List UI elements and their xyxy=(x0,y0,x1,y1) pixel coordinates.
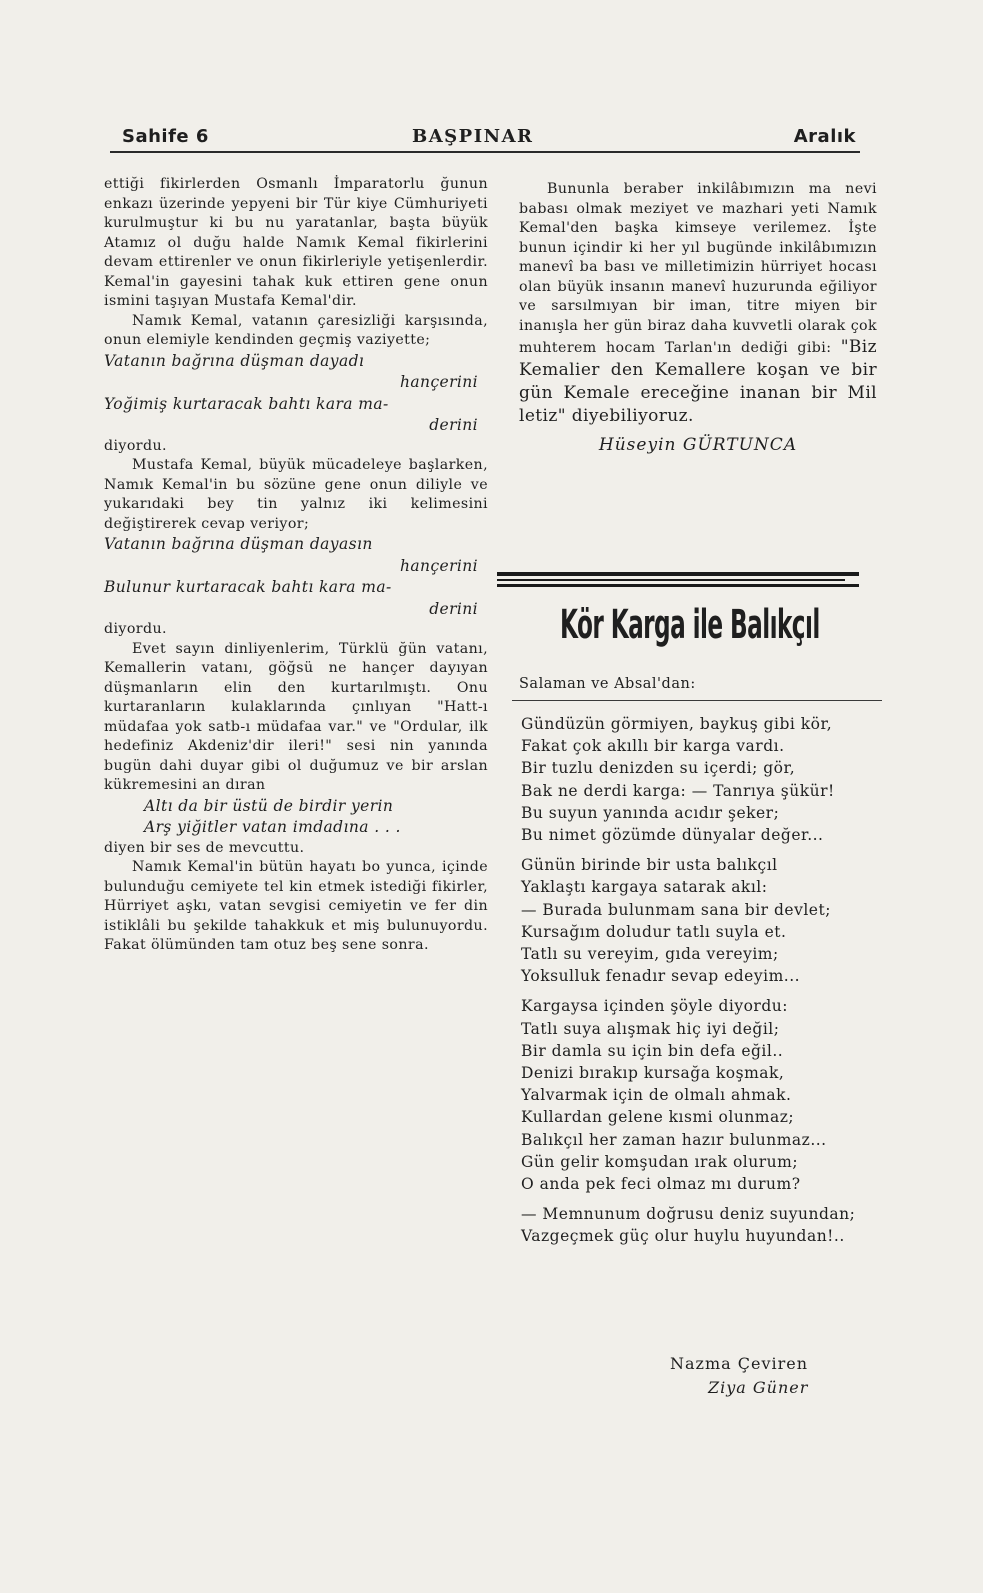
poem-line: Balıkçıl her zaman hazır bulunmaz... xyxy=(521,1130,827,1149)
poem-body xyxy=(521,713,891,1256)
quote-large: "Biz Kemalier den Kemallere koşan ve bir gün Kemale ereceğine inanan bir Mil letiz" diyebiliyoruz. xyxy=(519,337,877,426)
left-paragraph-4: Evet sayın dinliyenlerim, Türklü ğün vatanı, Kemallerin vatanı, göğsü ne hançer dayıyan düşmanların elin den kurtarılmıştı. Onu kurtaranların kulaklarında çınlıyan "Hatt-ı müdafaa yok satb-ı müdafaa var." ve "Ordular, ilk hedefiniz Akdeniz'dir ileri!" sesi nin yanında bugün dahi duyar gibi ol duğumuz ve bir arslan kükremesini an dıran xyxy=(104,640,488,793)
poem-line: Bir tuzlu denizden su içerdi; gör, xyxy=(521,759,796,778)
poem-line: Gün gelir komşudan ırak olurum; xyxy=(521,1152,799,1171)
poem-line: Yoksulluk fenadır sevap edeyim... xyxy=(521,967,801,986)
translator-label: Nazma Çeviren xyxy=(670,1354,809,1373)
stanza xyxy=(521,854,891,987)
right-column-article xyxy=(519,180,877,456)
poem-line: Bak ne derdi karga: — Tanrıya şükür! xyxy=(521,781,835,800)
right-paragraph-1 xyxy=(519,180,877,428)
poem-line: Kullardan gelene kısmi olunmaz; xyxy=(521,1108,795,1127)
poem-title: Kör Karga ile Balıkçıl xyxy=(560,602,820,648)
left-said-1: diyordu. xyxy=(104,437,167,454)
verse-line: Vatanın bağrına düşman dayadı xyxy=(104,351,365,370)
left-column xyxy=(104,175,488,956)
poem-line: Bu nimet gözümde dünyalar değer... xyxy=(521,826,824,845)
poem-line: O anda pek feci olmaz mı durum? xyxy=(521,1175,801,1194)
poem-line: — Memnunum doğrusu deniz suyundan; xyxy=(521,1205,856,1224)
poem-line: Gündüzün görmiyen, baykuş gibi kör, xyxy=(521,715,833,733)
poem-line: Tatlı su vereyim, gıda vereyim; xyxy=(521,945,779,964)
page-number: Sahife 6 xyxy=(122,126,209,147)
issue-month: Aralık xyxy=(793,126,856,147)
poem-line: Vazgeçmek güç olur huylu huyundan!.. xyxy=(521,1227,845,1246)
left-paragraph-2: Namık Kemal, vatanın çaresizliği karşısında, onun elemiyle kendinden geçmiş vaziyette; xyxy=(104,312,488,348)
left-said-2: diyordu. xyxy=(104,621,167,637)
verse-march xyxy=(104,796,488,839)
verse-line: Altı da bir üstü de birdir yerin xyxy=(144,796,394,815)
translator-name: Ziya Güner xyxy=(708,1378,809,1397)
poem-line: Bir damla su için bin defa eğil.. xyxy=(521,1041,784,1060)
verse-line: derini xyxy=(429,416,478,434)
poem-line: Yalvarmak için de olmalı ahmak. xyxy=(521,1086,792,1105)
poem-line: — Burada bulunmam sana bir devlet; xyxy=(521,900,831,919)
stanza xyxy=(521,995,891,1195)
poem-line: Kursağım doludur tatlı suyla et. xyxy=(521,922,787,941)
left-paragraph-6: Namık Kemal'in bütün hayatı bo yunca, içinde bulunduğu cemiyete tel kin etmek istediği fikirler, Hürriyet aşkı, vatan sevgisi cemiyetin ve fer din istiklâli bu şekilde tahakkuk et miş bulunuyordu. Fakat ölümünden tam otuz beş sene sonra. xyxy=(104,859,488,953)
verse-mustafa-kemal xyxy=(104,534,488,620)
poem-source-rule xyxy=(512,700,882,701)
verse-line: Bulunur kurtaracak bahtı kara ma- xyxy=(104,578,392,596)
page-header xyxy=(122,126,856,152)
verse-line: hançerini xyxy=(400,373,478,391)
poem-line: Fakat çok akıllı bir karga vardı. xyxy=(521,737,785,756)
stanza xyxy=(521,713,891,846)
poem-line: Bu suyun yanında acıdır şeker; xyxy=(521,803,780,822)
poem-line: Kargaysa içinden şöyle diyordu: xyxy=(521,997,788,1016)
poem-line: Denizi bırakıp kursağa koşmak, xyxy=(521,1064,785,1083)
poem-source: Salaman ve Absal'dan: xyxy=(519,676,696,692)
verse-line: Yoğimiş kurtaracak bahtı kara ma- xyxy=(104,394,389,413)
poem-credit xyxy=(520,1352,880,1400)
poem-line: Tatlı suya alışmak hiç iyi değil; xyxy=(521,1019,780,1038)
left-paragraph-5: diyen bir ses de mevcuttu. xyxy=(104,839,305,856)
verse-line: hançerini xyxy=(400,556,478,575)
right-paragraph-text: Bununla beraber inkilâbımızın ma nevi babası olmak meziyet ve mazhari yeti Namık Kemal'den başka kimseye verilemez. İşte bunun içindir ki her yıl bugünde inkilâbımızın manevî ba bası ve milletimizin hürriyet hocası olan büyük insanın manevî huzurunda eğiliyor ve sarsılmıyan bir iman, titre miyen bir inanışla her gün biraz daha kuvvetli olarak çok muhterem hocam Tarlan'ın dediği gibi: xyxy=(519,181,877,356)
left-paragraph-1: ettiği fikirlerden Osmanlı İmparatorlu ğunun enkazı üzerinde yepyeni bir Tür kiye Cümhuriyeti kurulmuştur ki bu nu yaratanlar, başta büyük Atamız ol duğu halde Namık Kemal fikirlerini devam ettirenler ve onun fikirleriyle yetişenlerdir. Kemal'in gayesini tahak kuk ettiren gene onun ismini taşıyan Mustafa Kemal'dir. xyxy=(104,176,488,309)
verse-line: Arş yiğitler vatan imdadına . . . xyxy=(144,818,401,836)
poem-line: Yaklaştı kargaya satarak akıl: xyxy=(521,878,768,897)
article-author: Hüseyin GÜRTUNCA xyxy=(598,435,798,455)
poem-line: Günün birinde bir usta balıkçıl xyxy=(521,856,778,875)
left-paragraph-3: Mustafa Kemal, büyük mücadeleye başlarken, Namık Kemal'in bu sözüne gene onun diliyle ve yukarıdaki bey tin yalnız iki kelimesini değiştirerek cevap veriyor; xyxy=(104,457,488,532)
section-divider xyxy=(497,572,859,587)
stanza xyxy=(521,1203,891,1247)
verse-namik-kemal xyxy=(104,351,488,437)
header-rule xyxy=(110,151,860,153)
verse-line: Vatanın bağrına düşman dayasın xyxy=(104,535,373,553)
verse-line: derini xyxy=(429,599,478,618)
newspaper-title: BAŞPINAR xyxy=(412,126,534,147)
